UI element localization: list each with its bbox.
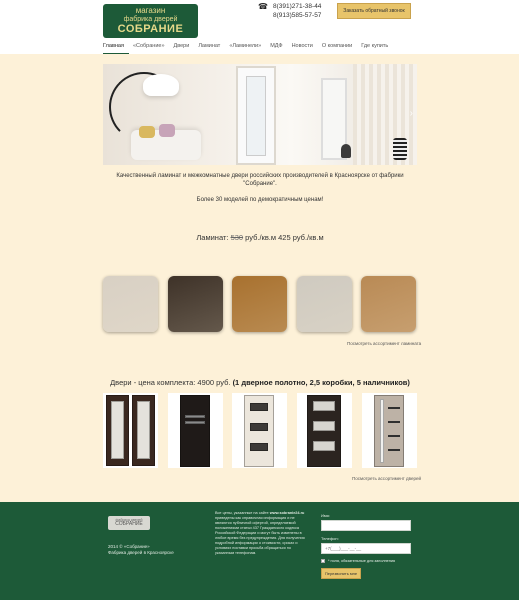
footer-site-link[interactable]: www.sobranie24.ru xyxy=(269,511,305,515)
footer-disclaimer xyxy=(215,511,311,556)
phone-number-2[interactable]: 8(913)585-57-57 xyxy=(273,12,322,19)
hero-curtain xyxy=(353,64,417,165)
callback-button[interactable]: Заказать обратный звонок xyxy=(337,3,411,19)
laminate-swatch[interactable] xyxy=(232,276,287,332)
doors-price-heading xyxy=(103,378,417,387)
nav-item-sobranie[interactable]: «Собрание» xyxy=(132,43,165,49)
footer-logo-line-2: СОБРАНИЕ xyxy=(115,521,143,527)
hero-cat-figurine xyxy=(341,144,351,158)
footer-copyright-line-1: 2014 © «Собрание» xyxy=(108,544,150,549)
name-field-label: Имя: xyxy=(321,513,330,518)
required-note-label: * поля, обязательные для заполнения xyxy=(328,559,396,563)
intro-line-1: Качественный ламинат и межкомнатные двери российских производителей в Красноярске от фабрики "Собрание". xyxy=(116,173,404,187)
laminate-swatch[interactable] xyxy=(168,276,223,332)
phone-field-label: Телефон: xyxy=(321,536,339,541)
submit-callback-button[interactable]: Перезвонить мне xyxy=(321,568,361,579)
laminate-new-price: 425 руб./кв.м xyxy=(278,233,324,242)
nav-item-doors[interactable]: Двери xyxy=(173,43,190,49)
name-field[interactable] xyxy=(321,520,411,531)
callback-form xyxy=(321,513,411,579)
required-checkbox[interactable] xyxy=(321,559,325,563)
site-header xyxy=(0,0,519,54)
footer-logo[interactable] xyxy=(108,516,150,530)
logo-line-3: СОБРАНИЕ xyxy=(117,23,184,35)
phone-field[interactable] xyxy=(321,543,411,554)
laminate-swatch[interactable] xyxy=(103,276,158,332)
intro-line-2: Более 30 моделей по демократичным ценам! xyxy=(196,197,324,203)
hero-door xyxy=(236,66,276,165)
footer-disclaimer-body: приведены как справочная информация и не являются публичной офертой, определяемой положениями статьи 437 Гражданского кодекса Российской Федерации и могут быть изменены в любое время без предупреждения. Для получения подробной информации о стоимости, сроках и условиях поставки просьба обращаться по указанным телефонам. xyxy=(215,516,305,555)
phone-numbers xyxy=(273,2,321,20)
logo-line-2: фабрика дверей xyxy=(123,16,178,23)
nav-item-news[interactable]: Новости xyxy=(291,43,313,49)
laminate-prefix: Ламинат: xyxy=(196,233,231,242)
footer-copyright xyxy=(108,544,174,556)
nav-item-home[interactable]: Главная xyxy=(103,40,129,54)
required-note xyxy=(321,559,411,563)
laminate-catalog-link[interactable]: Посмотреть ассортимент ламината xyxy=(347,341,422,346)
hero-pillow xyxy=(139,126,155,138)
nav-item-mdf[interactable]: МДФ xyxy=(270,43,283,49)
nav-item-where-to-buy[interactable]: Где купить xyxy=(361,43,389,49)
main-nav xyxy=(103,40,397,54)
hero-pillow xyxy=(159,124,175,137)
laminate-swatch[interactable] xyxy=(297,276,352,332)
hero-door-glass xyxy=(246,76,266,156)
site-logo[interactable] xyxy=(103,4,198,38)
doors-price-set: (1 дверное полотно, 2,5 коробки, 5 наличников) xyxy=(232,378,410,387)
door-product[interactable] xyxy=(168,393,223,468)
laminate-unit: руб./кв.м xyxy=(243,233,279,242)
footer-logo-line-1: фабрика дверей xyxy=(115,518,143,522)
door-product[interactable] xyxy=(297,393,352,468)
logo-line-1: магазин xyxy=(135,6,166,15)
laminate-price-heading xyxy=(103,233,417,242)
doors-price-prefix: Двери - цена комплекта: 4900 руб. xyxy=(110,378,233,387)
phone-icon: ☎ xyxy=(258,2,268,11)
footer-copyright-line-2: Фабрика дверей в Красноярске xyxy=(108,550,174,555)
door-product[interactable] xyxy=(103,393,158,468)
intro-text xyxy=(103,172,417,212)
door-product[interactable] xyxy=(362,393,417,468)
doors-catalog-link[interactable]: Посмотреть ассортимент дверей xyxy=(352,476,421,481)
laminate-swatches xyxy=(103,276,417,332)
laminate-old-price: 530 xyxy=(230,233,244,242)
site-footer xyxy=(0,502,519,600)
door-product[interactable] xyxy=(232,393,287,468)
chevron-right-icon[interactable]: › xyxy=(409,108,413,119)
footer-disclaimer-prefix: Все цены, указанные на сайте xyxy=(215,511,270,515)
nav-item-laminely[interactable]: «Ламинели» xyxy=(229,43,262,49)
phone-number-1[interactable]: 8(391)271-38-44 xyxy=(273,3,322,10)
hero-slider[interactable] xyxy=(103,64,417,165)
nav-item-about[interactable]: О компании xyxy=(321,43,353,49)
hero-lamp-shade xyxy=(143,74,179,96)
laminate-swatch[interactable] xyxy=(361,276,416,332)
hero-zebra-figurine xyxy=(393,138,407,160)
nav-item-laminate[interactable]: Ламинат xyxy=(198,43,221,49)
